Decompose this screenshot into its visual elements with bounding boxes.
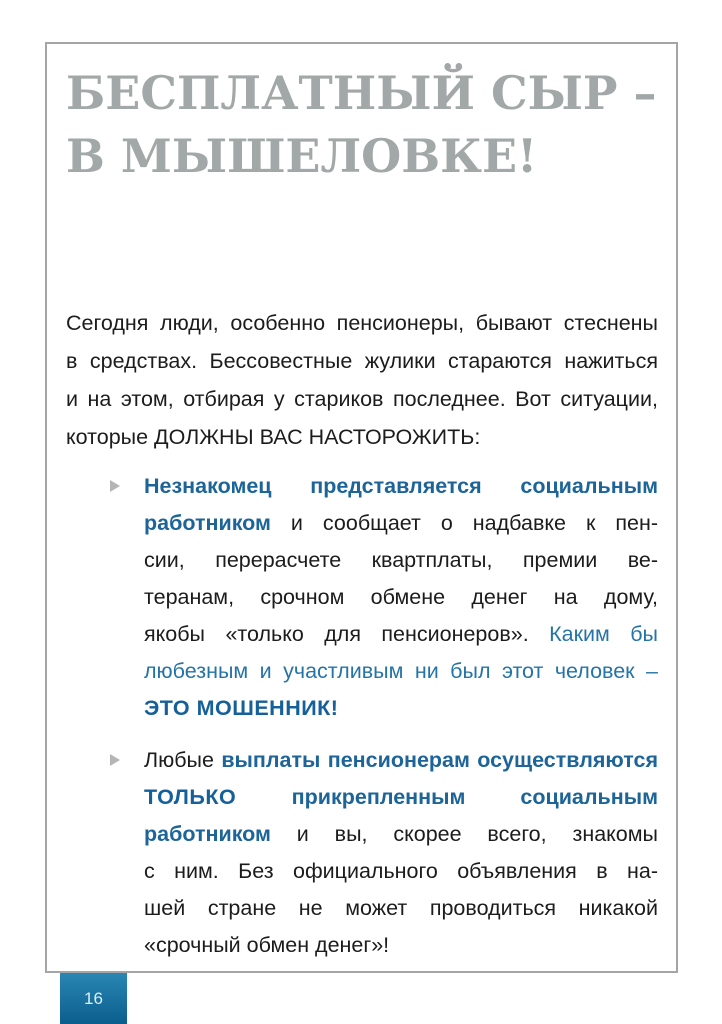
- bullet-line: ЭТО МОШЕННИК!: [144, 696, 339, 720]
- bullet-line: с ним. Без официального объявления в на-: [144, 859, 658, 883]
- bullet-line: любезным и участливым ни был этот человек –: [144, 659, 658, 683]
- bullet-line: ТОЛЬКО прикрепленным социальным: [144, 785, 658, 809]
- bullet-text: [144, 742, 658, 964]
- bullet-line: Незнакомец представляется социальным: [144, 474, 658, 498]
- bullet-line: сии, перерасчете квартплаты, премии ве-: [144, 548, 658, 572]
- intro-paragraph: [66, 304, 658, 456]
- intro-line: Сегодня люди, особенно пенсионеры, бывают стеснены: [66, 311, 658, 335]
- page-title-line-1: БЕСПЛАТНЫЙ СЫР –: [66, 66, 657, 120]
- intro-line: в средствах. Бессовестные жулики стараются нажиться: [66, 349, 658, 373]
- bullet-line: якобы «только для пенсионеров». Каким бы: [144, 622, 659, 646]
- triangle-right-icon: [110, 754, 120, 766]
- page-number-badge: [60, 973, 127, 1024]
- bullet-line: теранам, срочном обмене денег на дому,: [144, 585, 658, 609]
- intro-line: и на этом, отбирая у стариков последнее. Вот ситуации,: [66, 387, 658, 411]
- page-frame: [45, 42, 678, 973]
- bullet-marker-column: [66, 468, 144, 727]
- bullet-item: [66, 742, 658, 964]
- bullet-line: шей стране не может проводиться никакой: [144, 896, 658, 920]
- bullet-line: работником и сообщает о надбавке к пен-: [144, 511, 658, 535]
- page-number: 16: [84, 988, 103, 1008]
- triangle-right-icon: [110, 480, 120, 492]
- intro-line: которые ДОЛЖНЫ ВАС НАСТОРОЖИТЬ:: [66, 425, 481, 449]
- bullet-marker-column: [66, 742, 144, 964]
- bullet-line: работником и вы, скорее всего, знакомы: [144, 822, 658, 846]
- bullet-item: [66, 468, 658, 727]
- bullet-text: [144, 468, 658, 727]
- page-content: [47, 44, 676, 971]
- bullet-list: [66, 468, 658, 964]
- bullet-line: Любые выплаты пенсионерам осуществляются: [144, 748, 659, 772]
- bullet-line: «срочный обмен денег»!: [144, 933, 390, 957]
- page-title: [66, 62, 658, 188]
- page-title-line-2: В МЫШЕЛОВКЕ!: [66, 129, 538, 183]
